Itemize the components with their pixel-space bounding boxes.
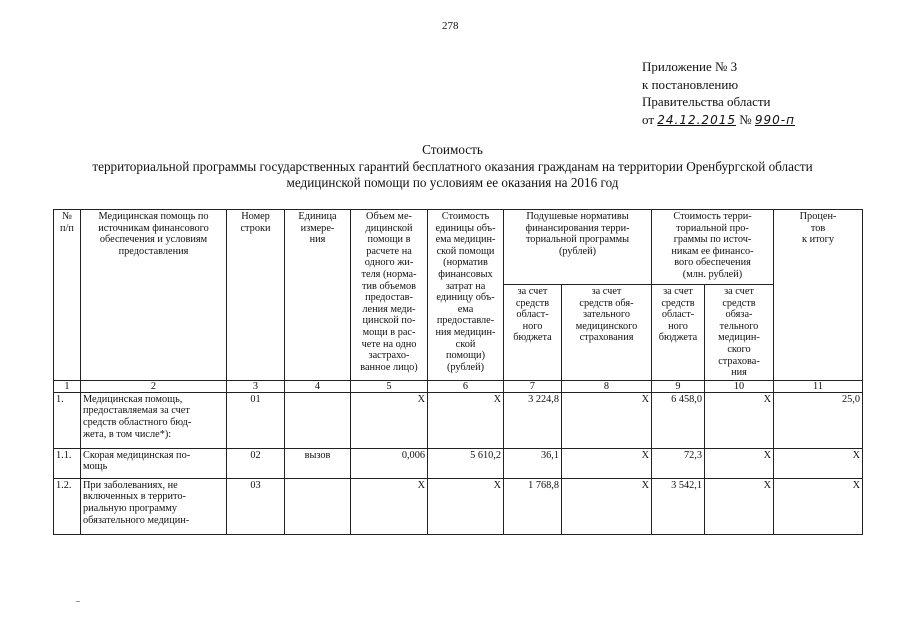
cell-text-line: област- — [516, 309, 549, 321]
cell-prog-oms: Х — [705, 478, 774, 534]
number-label: № — [739, 111, 752, 127]
appendix-block — [642, 58, 795, 129]
cell-text-line: измере- — [300, 222, 335, 234]
cell-text-line: финансовых — [438, 268, 493, 280]
cell-text-line: № — [62, 211, 72, 222]
cell-text-line: ного — [668, 320, 688, 332]
cell-text-line: источникам финансового — [98, 222, 209, 234]
cell-row-no: 03 — [227, 478, 285, 534]
cell-text-line: обязательного медицин- — [83, 514, 190, 526]
cell-cost: Х — [428, 392, 504, 448]
cell-pc-budget: 1 768,8 — [504, 478, 562, 534]
cell-text-line: При заболеваниях, не — [83, 479, 178, 491]
cell-percent: 25,0 — [774, 392, 863, 448]
cell-text-line: предоставле- — [436, 315, 495, 327]
col-num: 3 — [227, 380, 285, 392]
cell-prog-oms: Х — [705, 448, 774, 478]
cell-text-line: зательного — [582, 309, 631, 321]
cell-text-line: за счет — [591, 286, 622, 297]
cell-text-line: ванное лицо) — [360, 361, 418, 373]
cell-unit — [285, 478, 351, 534]
handwritten-number: 990-п — [754, 112, 795, 127]
cell-text-line: включенных в террито- — [83, 491, 186, 503]
header-volume — [351, 210, 428, 381]
cell-text-line: помощи) — [446, 350, 485, 362]
cell-text-line: средств — [515, 297, 550, 309]
cell-text-line: затрат на — [445, 280, 486, 292]
header-row-1 — [54, 210, 863, 285]
cell-text-line: мощь — [83, 461, 108, 473]
cell-cost: 5 610,2 — [428, 448, 504, 478]
header-unit-cost — [428, 210, 504, 381]
appendix-line-2: к постановлению — [642, 76, 739, 92]
cell-text-line: бюджета — [513, 332, 552, 344]
cell-row-no: 02 — [227, 448, 285, 478]
document-title — [0, 142, 905, 192]
header-program-cost — [652, 210, 774, 285]
title-line-1: Стоимость — [422, 142, 483, 157]
handwritten-date: 24.12.2015 — [657, 112, 736, 127]
cell-text-line: Номер — [241, 211, 270, 222]
header-care — [81, 210, 227, 381]
cell-text-line: дицинской — [365, 222, 413, 234]
header-sub-regional-2 — [652, 285, 705, 381]
title-line-3: медицинской помощи по условиям ее оказания на 2016 год — [286, 175, 619, 190]
col-num: 4 — [285, 380, 351, 392]
cell-text-line: ского — [727, 343, 751, 355]
cell-text-line: Медицинская помощь, — [83, 393, 183, 405]
table-row — [54, 392, 863, 448]
cell-text-line: ния — [309, 234, 326, 246]
col-num: 5 — [351, 380, 428, 392]
cell-name — [81, 392, 227, 448]
column-number-row — [54, 380, 863, 392]
cell-text-line: ния — [731, 367, 747, 379]
cell-prog-budget: 72,3 — [652, 448, 705, 478]
cell-text-line: обяза- — [725, 309, 753, 321]
cell-pc-oms: Х — [562, 448, 652, 478]
cell-unit: вызов — [285, 448, 351, 478]
header-sub-oms — [562, 285, 652, 381]
cell-text-line: одного жи- — [364, 257, 414, 269]
appendix-line-4 — [642, 111, 795, 130]
col-num: 11 — [774, 380, 863, 392]
page-number: 278 — [442, 20, 459, 32]
cell-text-line: (норматив — [443, 257, 488, 269]
cell-row-no: 01 — [227, 392, 285, 448]
cell-text-line: (рублей) — [558, 245, 597, 257]
cell-text-line: тив объемов — [362, 280, 416, 292]
title-line-2: территориальной программы государственных гарантий бесплатного оказания гражданам на территории Оренбургской области — [92, 158, 813, 174]
cell-text-line: Стоимость терри- — [673, 211, 752, 222]
cell-text-line: Подушевые нормативы — [526, 211, 629, 222]
col-num: 6 — [428, 380, 504, 392]
cell-text-line: обеспечения и условиям — [99, 234, 208, 246]
cell-text-line: расчете на — [366, 245, 412, 257]
cell-name — [81, 478, 227, 534]
header-per-capita — [504, 210, 652, 285]
cell-percent: Х — [774, 448, 863, 478]
cell-text-line: финансирования терри- — [525, 222, 630, 234]
cell-text-line: строки — [240, 222, 271, 234]
cell-text-line: никам ее финансо- — [671, 245, 754, 257]
col-num: 1 — [54, 380, 81, 392]
cell-volume: Х — [351, 392, 428, 448]
cell-text-line: застрахо- — [368, 350, 410, 362]
table-row — [54, 478, 863, 534]
cell-text-line: цинской по- — [362, 315, 416, 327]
cell-text-line: п/п — [60, 222, 74, 234]
cell-text-line: за счет — [663, 286, 693, 297]
cell-text-line: теля (норма- — [361, 268, 417, 280]
cell-text-line: средств — [722, 297, 756, 309]
cell-text-line: средств обя- — [579, 297, 634, 309]
col-num: 8 — [562, 380, 652, 392]
cell-cost: Х — [428, 478, 504, 534]
cell-text-line: Стоимость — [441, 211, 490, 222]
cell-text-line: ления меди- — [362, 303, 416, 315]
cell-text-line: средств областного бюд- — [83, 416, 192, 428]
cell-text-line: страхова- — [718, 355, 760, 367]
cell-prog-oms: Х — [705, 392, 774, 448]
appendix-line-3: Правительства области — [642, 94, 771, 109]
cell-text-line: област- — [661, 309, 695, 321]
cell-text-line: ториальной программы — [525, 234, 630, 246]
cell-text-line: Объем ме- — [366, 211, 412, 222]
cell-text-line: ториальной про- — [676, 222, 749, 234]
cell-percent: Х — [774, 478, 863, 534]
date-prefix: от — [642, 111, 655, 127]
cell-prog-budget: 3 542,1 — [652, 478, 705, 534]
cell-text-line: предоставляемая за счет — [83, 405, 190, 417]
cell-text-line: жета, в том числе*): — [83, 428, 172, 440]
table-row — [54, 448, 863, 478]
cell-text-line: ской помощи — [436, 245, 495, 257]
cell-prog-budget: 6 458,0 — [652, 392, 705, 448]
cell-text-line: ской — [455, 338, 476, 350]
col-num: 2 — [81, 380, 227, 392]
scan-speck — [76, 601, 80, 602]
cell-text-line: ного — [522, 320, 543, 332]
cell-text-line: мощи в рас- — [362, 326, 416, 338]
cell-text-line: помощи в — [367, 234, 411, 246]
cell-text-line: за счет — [724, 286, 754, 297]
header-row-number — [227, 210, 285, 381]
cell-pc-oms: Х — [562, 478, 652, 534]
col-num: 9 — [652, 380, 705, 392]
cell-text-line: чете на одно — [361, 338, 417, 350]
cell-text-line: вого обеспечения — [674, 257, 751, 269]
cell-text-line: предостав- — [365, 292, 413, 304]
cell-pc-budget: 36,1 — [504, 448, 562, 478]
cell-text-line: ема медицин- — [435, 234, 496, 246]
cell-name — [81, 448, 227, 478]
col-num: 10 — [705, 380, 774, 392]
cost-table — [53, 209, 863, 535]
cell-unit — [285, 392, 351, 448]
header-sub-oms-2 — [705, 285, 774, 381]
cell-text-line: ема — [457, 303, 474, 315]
cell-text-line: риальную программу — [83, 502, 178, 514]
cell-text-line: медицинского — [575, 320, 638, 332]
header-sub-regional — [504, 285, 562, 381]
cell-num: 1. — [54, 392, 81, 448]
cell-text-line: тельного — [719, 320, 759, 332]
cell-pc-oms: Х — [562, 392, 652, 448]
cell-text-line: (рублей) — [446, 361, 485, 373]
cell-text-line: страхования — [579, 332, 634, 344]
cell-text-line: Единица — [298, 211, 337, 222]
header-unit — [285, 210, 351, 381]
header-percent — [774, 210, 863, 381]
cell-volume: Х — [351, 478, 428, 534]
cell-text-line: Скорая медицинская по- — [83, 449, 191, 461]
cell-text-line: единицы объ- — [435, 222, 496, 234]
cell-text-line: Медицинская помощь по — [98, 211, 209, 222]
col-num: 7 — [504, 380, 562, 392]
cell-text-line: тов — [810, 222, 826, 234]
cell-text-line: граммы по источ- — [673, 234, 752, 246]
appendix-line-1: Приложение № 3 — [642, 59, 738, 74]
cell-num: 1.2. — [54, 478, 81, 534]
cell-text-line: (млн. рублей) — [682, 268, 743, 280]
cell-text-line: за счет — [517, 286, 548, 297]
cell-num: 1.1. — [54, 448, 81, 478]
cell-text-line: ния медицин- — [435, 326, 496, 338]
header-num — [54, 210, 81, 381]
cell-text-line: к итогу — [802, 234, 834, 246]
cell-volume: 0,006 — [351, 448, 428, 478]
cell-text-line: средств — [661, 297, 695, 309]
cell-text-line: предоставления — [118, 245, 189, 257]
cell-pc-budget: 3 224,8 — [504, 392, 562, 448]
cell-text-line: Процен- — [799, 211, 837, 222]
cell-text-line: бюджета — [658, 332, 698, 344]
cell-text-line: медицин- — [718, 332, 760, 344]
cell-text-line: единицу объ- — [436, 292, 495, 304]
